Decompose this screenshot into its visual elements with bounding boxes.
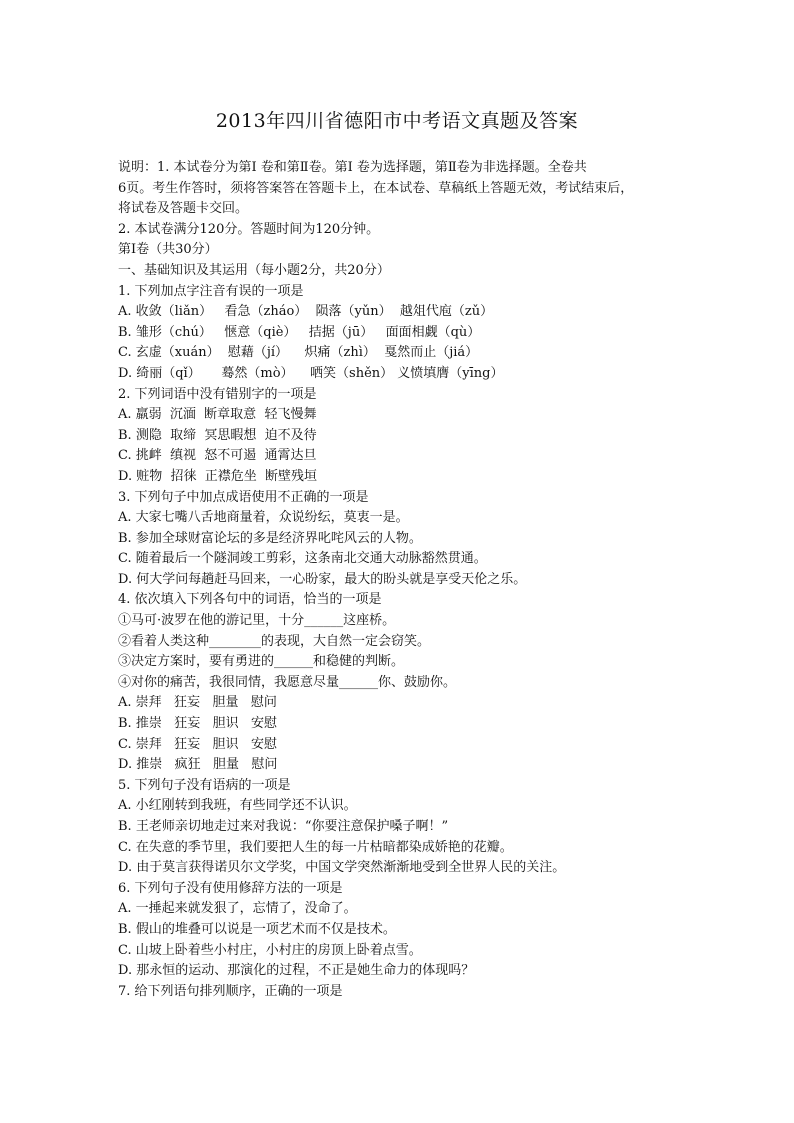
text-line: D. 由于莫言获得诺贝尔文学奖，中国文学突然渐渐地受到全世界人民的关注。 [118, 860, 566, 876]
text-line: 6. 下列句子没有使用修辞方法的一项是 [118, 880, 343, 896]
text-line: A. 羸弱 沉湎 断章取意 轻飞慢舞 [118, 407, 317, 423]
text-line: 4. 依次填入下列各句中的词语，恰当的一项是 [118, 592, 382, 608]
text-line: A. 大家七嘴八舌地商量着，众说纷纭，莫衷一是。 [118, 510, 409, 526]
text-line: A. 一捶起来就发狠了，忘情了，没命了。 [118, 901, 357, 917]
text-line: 将试卷及答题卡交回。 [118, 201, 249, 217]
text-line: C. 山坡上卧着些小村庄，小村庄的房顶上卧着点雪。 [118, 942, 422, 958]
document-title: 2013年四川省德阳市中考语文真题及答案 [215, 110, 579, 132]
text-line: ①马可·波罗在他的游记里，十分______这座桥。 [118, 613, 396, 629]
text-line: D. 推崇 疯狂 胆量 慰问 [118, 757, 278, 773]
text-line: 1. 下列加点字注音有误的一项是 [118, 283, 304, 299]
text-line: 2. 下列词语中没有错别字的一项是 [118, 386, 317, 402]
text-line: D. 何大学问每趟赶马回来，一心盼家，最大的盼头就是享受天伦之乐。 [118, 571, 527, 587]
text-line: A. 小红刚转到我班，有些同学还不认识。 [118, 798, 357, 814]
text-line: ②看着人类这种________的表现，大自然一定会窃笑。 [118, 633, 431, 649]
document-body [118, 158, 678, 1002]
text-line: D. 绮丽（qǐ） 蓦然（mò） 哂笑（shěn） 义愤填膺（yīng） [118, 365, 504, 381]
text-line: B. 测隐 取缔 冥思暇想 迫不及待 [118, 427, 317, 443]
text-line: B. 王老师亲切地走过来对我说：“你要注意保护嗓子啊！” [118, 819, 449, 834]
text-line: D. 那永恒的运动、那演化的过程，不正是她生命力的体现吗？ [118, 963, 475, 979]
text-line: C. 随着最后一个隧洞竣工剪彩，这条南北交通大动脉豁然贯通。 [118, 551, 487, 567]
text-line: B. 推崇 狂妄 胆识 安慰 [118, 716, 278, 732]
text-line: ④对你的痛苦，我很同情，我愿意尽量______你、鼓励你。 [118, 674, 457, 690]
text-line: C. 挑衅 缜视 怒不可遏 通霄达旦 [118, 448, 317, 464]
text-line: C. 在失意的季节里，我们要把人生的每一片枯暗都染成娇艳的花瓣。 [118, 839, 513, 855]
text-line: A. 收敛（liǎn） 看急（zháo） 陨落（yǔn） 越俎代庖（zǔ） [118, 304, 494, 320]
text-line: B. 参加全球财富论坛的多是经济界叱咤风云的人物。 [118, 530, 422, 546]
text-line: 7. 给下列语句排列顺序，正确的一项是 [118, 983, 343, 999]
text-line: ③决定方案时，要有勇进的______和稳健的判断。 [118, 654, 405, 670]
text-line: 6页。考生作答时，须将答案答在答题卡上，在本试卷、草稿纸上答题无效，考试结束后， [118, 180, 634, 196]
text-line: C. 玄虚（xuán） 慰藉（jí） 炽痛（zhì） 戛然而止（jiá） [118, 345, 479, 361]
text-line: 5. 下列句子没有语病的一项是 [118, 777, 291, 793]
text-line: 3. 下列句子中加点成语使用不正确的一项是 [118, 489, 369, 505]
text-line: 说明：1. 本试卷分为第Ⅰ 卷和第Ⅱ卷。第Ⅰ 卷为选择题，第Ⅱ卷为非选择题。全卷共 [118, 160, 587, 175]
text-line: 2. 本试卷满分120分。答题时间为120分钟。 [118, 221, 380, 237]
text-line: B. 假山的堆叠可以说是一项艺术而不仅是技术。 [118, 921, 396, 937]
text-line: A. 崇拜 狂妄 胆量 慰问 [118, 695, 277, 711]
text-line: 第Ⅰ卷（共30分） [118, 242, 218, 258]
text-line: D. 赃物 招徕 正襟危坐 断壁残垣 [118, 468, 318, 484]
text-line: C. 崇拜 狂妄 胆识 安慰 [118, 736, 277, 752]
text-line: B. 雏形（chú） 惬意（qiè） 拮据（jū） 面面相觑（qù） [118, 324, 481, 340]
text-line: 一、基础知识及其运用（每小题2分，共20分） [118, 262, 390, 278]
